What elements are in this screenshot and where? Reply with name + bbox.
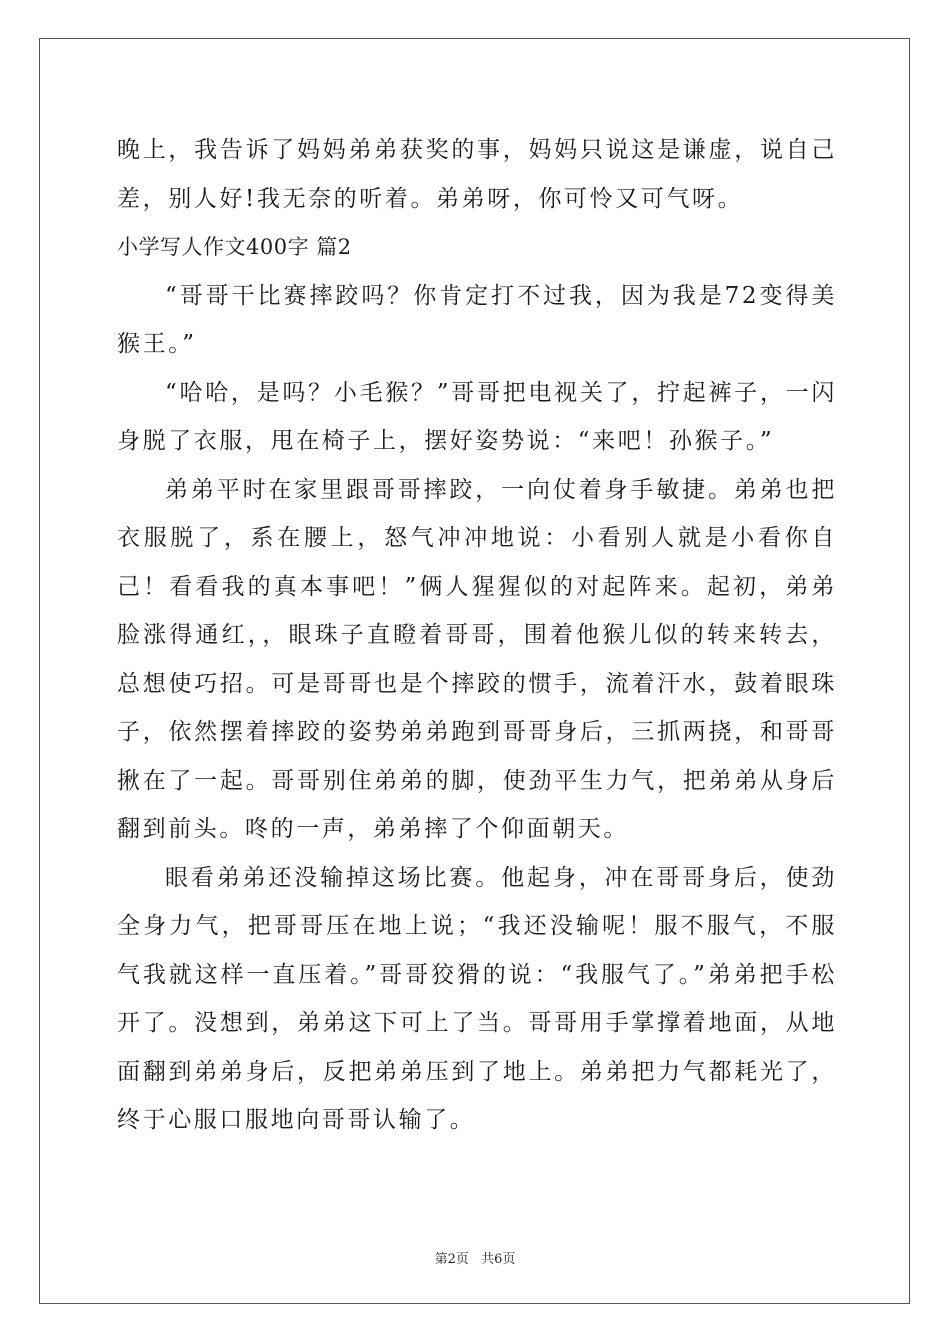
page-number: 第2页 [434,1252,469,1267]
paragraph-4: 弟弟平时在家里跟哥哥摔跤，一向仗着身手敏捷。弟弟也把衣服脱了，系在腰上，怒气冲冲地说：小看别人就是小看你自己！看看我的真本事吧！”俩人猩猩似的对起阵来。起初，弟弟脸涨得通红，，眼珠子直瞪着哥哥，围着他猴儿似的转来转去，总想使巧招。可是哥哥也是个摔跤的惯手，流着汗水，鼓着眼珠子，依然摆着摔跤的姿势弟弟跑到哥哥身后，三抓两挠，和哥哥揪在了一起。哥哥别住弟弟的脚，使劲平生力气，把弟弟从身后翻到前头。咚的一声，弟弟摔了个仰面朝天。 [117,476,837,842]
paragraph-2: “哥哥干比赛摔跤吗？你肯定打不过我，因为我是72变得美猴王。” [117,282,837,357]
paragraph-1: 晚上，我告诉了妈妈弟弟获奖的事，妈妈只说这是谦虚，说自己差，别人好!我无奈的听着。弟弟呀，你可怜又可气呀。 [117,137,837,212]
document-body [117,126,837,1145]
paragraph-5: 眼看弟弟还没输掉这场比赛。他起身，冲在哥哥身后，使劲全身力气，把哥哥压在地上说；“我还没输呢！服不服气，不服气我就这样一直压着。”哥哥狡猾的说：“我服气了。”弟弟把手松开了。没想到，弟弟这下可上了当。哥哥用手掌撑着地面，从地面翻到弟弟身后，反把弟弟压到了地上。弟弟把力气都耗光了，终于心服口服地向哥哥认输了。 [117,864,837,1133]
page-footer [0,1248,950,1267]
paragraph-3: “哈哈，是吗？小毛猴？”哥哥把电视关了，拧起裤子，一闪身脱了衣服，甩在椅子上，摆好姿势说：“来吧！孙猴子。” [117,379,837,454]
page-total: 共6页 [481,1252,516,1267]
section-heading: 小学写人作文400字 篇2 [117,235,352,259]
